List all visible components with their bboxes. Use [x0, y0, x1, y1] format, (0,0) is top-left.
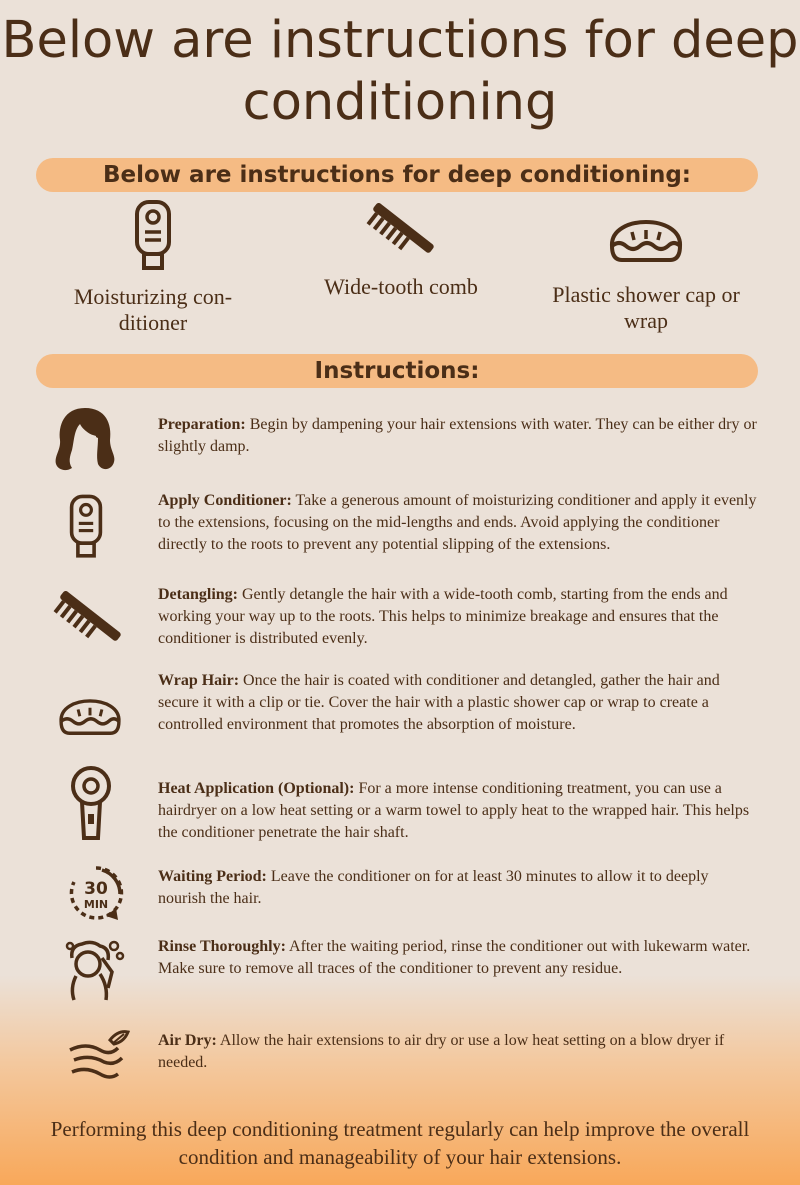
step-body: Once the hair is coated with conditioner and detangled, gather the hair and secure it with a clip or tie. Cover the hair with a plastic shower cap or wrap to create a controlled environment that promotes the absorption of moisture.	[158, 672, 720, 733]
hair-icon	[50, 406, 120, 479]
step-body: Leave the conditioner on for at least 30 minutes to allow it to deeply nourish the hair.	[158, 868, 709, 907]
step-body: Gently detangle the hair with a wide-tooth comb, starting from the ends and working your way up to the roots. This helps to minimize breakage and ensures that the conditioner is distributed evenly.	[158, 586, 728, 647]
timer-number: 30	[84, 879, 108, 899]
wide-tooth-comb-icon	[308, 200, 494, 268]
step-title: Preparation:	[158, 416, 246, 433]
instructions-heading-band	[36, 354, 758, 388]
footer-note: Performing this deep conditioning treatment regularly can help improve the overall condition and manageability of your hair extensions.	[50, 1117, 750, 1169]
step-title: Waiting Period:	[158, 868, 267, 885]
step-text	[158, 414, 758, 458]
step-text	[158, 490, 758, 556]
conditioner-bottle-icon	[58, 200, 248, 278]
supply-item-comb	[308, 200, 494, 300]
timer-30-min-icon	[66, 864, 126, 927]
supply-label: Moisturizing con-ditioner	[73, 284, 233, 335]
step-title: Detangling:	[158, 586, 238, 603]
step-title: Rinse Thoroughly:	[158, 938, 286, 955]
shower-cap-icon	[548, 200, 744, 276]
step-body: Take a generous amount of moisturizing conditioner and apply it evenly to the extensions, focusing on the mid-lengths and ends. Avoid applying the conditioner directly to the roots to prevent any potential slipping of the extensions.	[158, 492, 757, 553]
supplies-heading-band	[36, 158, 758, 192]
step-text	[158, 584, 758, 650]
step-title: Apply Conditioner:	[158, 492, 292, 509]
step-title: Air Dry:	[158, 1032, 217, 1049]
shower-cap-icon	[56, 682, 124, 747]
step-body: Begin by dampening your hair extensions with water. They can be either dry or slightly damp.	[158, 416, 757, 455]
supply-label: Wide-tooth comb	[324, 274, 478, 299]
step-text	[158, 1030, 758, 1074]
timer-unit: MIN	[83, 898, 109, 911]
step-text	[158, 866, 758, 910]
step-title: Heat Application (Optional):	[158, 780, 355, 797]
instructions-heading: Instructions:	[314, 358, 480, 384]
hairdryer-icon	[68, 766, 114, 847]
step-body: Allow the hair extensions to air dry or use a low heat setting on a blow dryer if needed.	[158, 1032, 725, 1071]
step-body: After the waiting period, rinse the conditioner out with lukewarm water. Make sure to remove all traces of the conditioner to prevent any residue.	[158, 938, 751, 977]
supplies-row	[0, 200, 800, 340]
step-text	[158, 670, 758, 736]
wide-tooth-comb-icon	[50, 588, 126, 655]
air-dry-icon	[66, 1028, 130, 1089]
page-title: Below are instructions for deep conditioning	[1, 11, 799, 132]
supply-item-conditioner	[58, 200, 248, 336]
step-title: Wrap Hair:	[158, 672, 240, 689]
supplies-heading: Below are instructions for deep conditioning:	[102, 162, 691, 188]
step-text	[158, 778, 758, 844]
step-text	[158, 936, 758, 980]
conditioner-bottle-icon	[68, 492, 104, 567]
supply-item-shower-cap	[548, 200, 744, 334]
rinse-hair-icon	[62, 938, 126, 1009]
supply-label: Plastic shower cap or wrap	[552, 282, 740, 333]
step-body: For a more intense conditioning treatment, you can use a hairdryer on a low heat setting or a warm towel to apply heat to the wrapped hair. This helps the conditioner penetrate the hair shaft.	[158, 780, 750, 841]
